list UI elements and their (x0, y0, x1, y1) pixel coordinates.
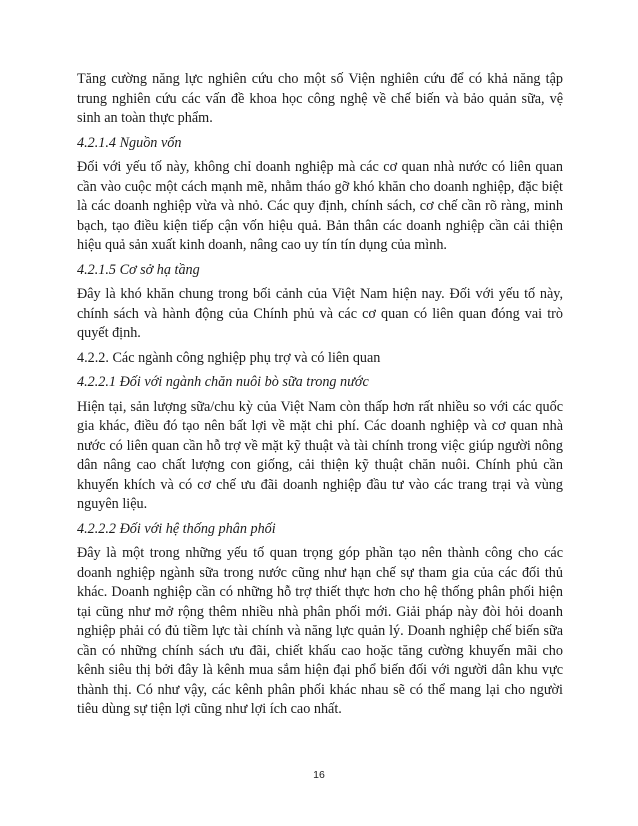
paragraph-infrastructure: Đây là khó khăn chung trong bối cảnh của Việt Nam hiện nay. Đối với yếu tố này, chính sách và hành động của Chính phủ và các cơ quan có liên quan đóng vai trò quyết định. (77, 286, 563, 341)
page-content (77, 70, 563, 725)
paragraph-distribution: Đây là một trong những yếu tố quan trọng góp phần tạo nên thành công cho các doanh nghiệp ngành sữa trong nước cũng như hạn chế sự tham gia của các đối thủ khác. Doanh nghiệp cần có những hỗ trợ thiết thực hơn cho hệ thống phân phối hiện tại cũng như mở rộng thêm nhiều nhà phân phối mới. Giải pháp này đòi hỏi doanh nghiệp phải có đủ tiềm lực tài chính và năng lực quản lý. Doanh nghiệp chế biến sữa cần có những chính sách ưu đãi, chiết khấu cao hoặc tăng cường khuyến mãi cho kênh siêu thị bởi đây là kênh mua sắm hiện đại phổ biến đối với người dân khu vực thành thị. Có như vậy, các kênh phân phối khác nhau sẽ có thể mang lại cho người tiêu dùng sự tiện lợi cũng như lợi ích cao nhất. (77, 545, 563, 717)
heading-4-2-2-1: 4.2.2.1 Đối với ngành chăn nuôi bò sữa trong nước (77, 374, 369, 390)
paragraph-dairy-farming: Hiện tại, sản lượng sữa/chu kỳ của Việt Nam còn thấp hơn rất nhiều so với các quốc gia khác, điều đó tạo nên bất lợi về mặt chi phí. Các doanh nghiệp và cơ quan nhà nước có liên quan cần hỗ trợ về mặt kỹ thuật và tài chính trong việc giúp người nông dân nâng cao chất lượng con giống, cải thiện kỹ thuật chăn nuôi. Chính phủ cần khuyến khích và có cơ chế ưu đãi doanh nghiệp đầu tư vào các trang trại và vùng nguyên liệu. (77, 398, 563, 512)
heading-4-2-2: 4.2.2. Các ngành công nghiệp phụ trợ và có liên quan (77, 349, 381, 366)
heading-4-2-1-5: 4.2.1.5 Cơ sở hạ tầng (77, 261, 200, 278)
page-number: 16 (313, 769, 325, 781)
paragraph-research-capacity: Tăng cường năng lực nghiên cứu cho một số Viện nghiên cứu để có khả năng tập trung nghiên cứu các vấn đề khoa học công nghệ về chế biến và bảo quản sữa, vệ sinh an toàn thực phẩm. (77, 71, 563, 126)
heading-4-2-1-4: 4.2.1.4 Nguồn vốn (77, 134, 182, 151)
heading-4-2-2-2: 4.2.2.2 Đối với hệ thống phân phối (77, 520, 276, 537)
paragraph-capital: Đối với yếu tố này, không chỉ doanh nghiệp mà các cơ quan nhà nước có liên quan cần vào cuộc một cách mạnh mẽ, nhằm tháo gỡ khó khăn cho doanh nghiệp, đặc biệt là các doanh nghiệp vừa và nhỏ. Các quy định, chính sách, cơ chế cần rõ ràng, minh bạch, tạo điều kiện tiếp cận vốn hiệu quả. Bản thân các doanh nghiệp cần cải thiện hiệu quả sản xuất kinh doanh, nâng cao uy tín tín dụng của mình. (77, 159, 563, 253)
